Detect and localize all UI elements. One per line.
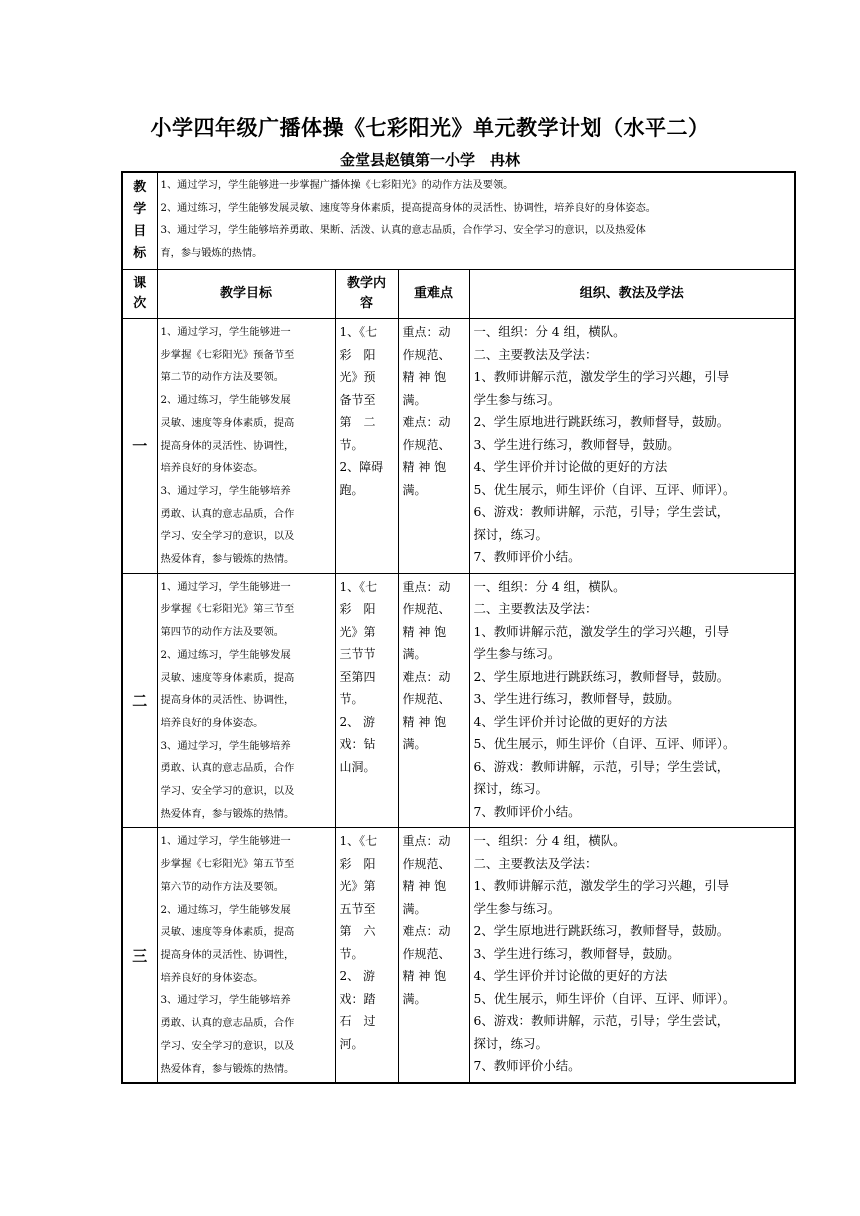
objective-line: 3、通过学习，学生能够培养	[160, 484, 291, 497]
method-line: 一、组织：分 4 组，横队。	[473, 833, 626, 849]
objective-line: 1、通过学习，学生能够进一	[160, 326, 291, 338]
content-line: 彩 阳	[339, 347, 376, 362]
content-line: 跑。	[339, 482, 364, 497]
method-line: 一、组织：分 4 组，横队。	[473, 324, 626, 339]
keypoint-line: 满。	[402, 392, 427, 407]
content-line: 节。	[339, 437, 364, 452]
method-line: 5、优生展示，师生评价（自评、互评、师评）。	[473, 736, 736, 752]
objective-line: 勇敢、认真的意志品质，合作	[160, 507, 295, 520]
content-line: 1、《七	[339, 579, 378, 594]
unit-goals-text	[157, 172, 795, 270]
goals-header-char: 教	[133, 180, 147, 195]
goals-header-char: 目	[133, 224, 147, 239]
session-content	[335, 828, 398, 1083]
content-line: 彩 阳	[339, 602, 376, 617]
method-line: 4、学生评价并讨论做的更好的方法	[473, 713, 668, 729]
method-line: 二、主要教法及学法：	[473, 601, 598, 617]
method-line: 6、游戏：教师讲解，示范，引导；学生尝试，	[473, 504, 730, 519]
keypoint-line: 作规范、	[402, 856, 451, 871]
session-keypoints	[398, 319, 469, 574]
objective-line: 1、通过学习，学生能够进一	[160, 835, 291, 848]
keypoint-line: 作规范、	[402, 437, 451, 452]
content-line: 光》第	[339, 624, 376, 639]
method-line: 2、学生原地进行跳跃练习，教师督导，鼓励。	[473, 923, 730, 939]
goal-line: 3、通过学习，学生能够培养勇敢、果断、活泼、认真的意志品质，合作学习、安全学习的意识，以及热爱体	[160, 225, 646, 236]
method-line: 3、学生进行练习，教师督导，鼓励。	[473, 436, 680, 452]
keypoint-line: 作规范、	[402, 602, 451, 617]
session-number: 三	[122, 828, 157, 1083]
objective-line: 灵敏、速度等身体素质，提高	[160, 416, 295, 429]
keypoint-line: 满。	[402, 482, 427, 497]
goal-line: 1、通过学习，学生能够进一步掌握广播体操《七彩阳光》的动作方法及要领。	[160, 180, 514, 191]
keypoint-line: 难点：动	[402, 415, 451, 429]
objective-line: 第六节的动作方法及要领。	[160, 880, 285, 893]
keypoint-line: 精 神 饱	[402, 460, 447, 474]
objective-line: 培养良好的身体姿态。	[160, 462, 264, 475]
teaching-plan-table	[121, 171, 796, 1084]
objective-line: 热爱体育，参与锻炼的热情。	[160, 553, 295, 566]
content-header-line: 教学内	[346, 276, 386, 291]
content-line: 三节节	[339, 647, 376, 662]
methods-column-header: 组织、教法及学法	[469, 270, 795, 319]
session-methods	[469, 319, 795, 574]
session-methods	[469, 573, 795, 828]
method-line: 4、学生评价并讨论做的更好的方法	[473, 459, 668, 474]
content-line: 光》预	[339, 370, 376, 384]
content-line: 节。	[339, 692, 364, 707]
objective-line: 培养良好的身体姿态。	[160, 971, 264, 984]
keypoint-line: 满。	[402, 901, 427, 916]
session-content	[335, 319, 398, 574]
method-line: 1、教师讲解示范，激发学生的学习兴趣，引导	[473, 369, 730, 384]
objectives-column-header: 教学目标	[157, 270, 335, 319]
keypoint-line: 精 神 饱	[402, 624, 447, 639]
method-line: 3、学生进行练习，教师督导，鼓励。	[473, 945, 680, 961]
session-objectives	[157, 573, 335, 828]
objective-line: 学习、安全学习的意识，以及	[160, 1039, 295, 1052]
objective-line: 提高身体的灵活性、协调性，	[160, 439, 295, 452]
goals-header-char: 标	[133, 246, 147, 261]
keypoint-line: 精 神 饱	[402, 370, 447, 384]
method-line: 6、游戏：教师讲解，示范，引导；学生尝试，	[473, 758, 730, 774]
document-subtitle: 金堂县赵镇第一小学 冉林	[339, 151, 520, 169]
method-line: 二、主要教法及学法：	[473, 346, 598, 362]
column-header-row	[122, 270, 795, 319]
content-line: 1、《七	[339, 325, 378, 339]
keypoint-line: 精 神 饱	[402, 969, 447, 984]
method-line: 二、主要教法及学法：	[473, 855, 598, 871]
session-objectives	[157, 319, 335, 574]
objective-line: 热爱体育，参与锻炼的热情。	[160, 807, 295, 820]
objective-line: 3、通过学习，学生能够培养	[160, 739, 291, 752]
content-line: 河。	[339, 1036, 364, 1051]
session-number: 一	[122, 319, 157, 574]
content-line: 戏：钻	[339, 737, 376, 752]
goal-line: 2、通过练习，学生能够发展灵敏、速度等身体素质，提高提高身体的灵活性、协调性，培养良好的身体姿态。	[160, 202, 656, 214]
method-line: 7、教师评价小结。	[473, 1058, 581, 1074]
content-line: 石 过	[339, 1014, 376, 1029]
content-line: 至第四	[339, 669, 376, 684]
content-header-line: 容	[359, 296, 373, 311]
content-line: 五节至	[339, 901, 376, 916]
method-line: 2、学生原地进行跳跃练习，教师督导，鼓励。	[473, 414, 730, 429]
keypoint-line: 作规范、	[402, 946, 451, 961]
objective-line: 步掌握《七彩阳光》预备节至	[160, 348, 295, 361]
method-line: 7、教师评价小结。	[473, 803, 581, 819]
method-line: 学生参与练习。	[473, 900, 561, 916]
keypoint-line: 精 神 饱	[402, 714, 447, 729]
method-line: 2、学生原地进行跳跃练习，教师督导，鼓励。	[473, 668, 730, 684]
goals-header-char: 学	[133, 202, 147, 217]
method-line: 探讨，练习。	[473, 526, 548, 542]
content-line: 备节至	[339, 392, 376, 407]
keypoint-line: 作规范、	[402, 692, 451, 707]
objective-line: 步掌握《七彩阳光》第三节至	[160, 603, 295, 616]
keypoint-line: 难点：动	[402, 669, 451, 684]
method-line: 探讨，练习。	[473, 1035, 548, 1051]
method-line: 学生参与练习。	[473, 391, 561, 407]
keypoint-line: 满。	[402, 737, 427, 752]
keypoint-line: 重点：动	[402, 325, 451, 339]
objective-line: 学习、安全学习的意识，以及	[160, 785, 295, 798]
objective-line: 第四节的动作方法及要领。	[160, 626, 285, 639]
keypoint-line: 重点：动	[402, 579, 451, 594]
objective-line: 3、通过学习，学生能够培养	[160, 994, 291, 1007]
session-row	[122, 573, 795, 828]
content-line: 2、 游	[339, 714, 375, 729]
session-keypoints	[398, 828, 469, 1083]
document-title: 小学四年级广播体操《七彩阳光》单元教学计划（水平二）	[150, 116, 710, 140]
objective-line: 第二节的动作方法及要领。	[160, 371, 285, 384]
method-line: 7、教师评价小结。	[473, 549, 581, 564]
content-line: 第 六	[339, 924, 376, 939]
method-line: 6、游戏：教师讲解，示范，引导；学生尝试，	[473, 1013, 730, 1029]
unit-goals-row	[122, 172, 795, 270]
method-line: 1、教师讲解示范，激发学生的学习兴趣，引导	[473, 878, 730, 894]
objective-line: 2、通过练习，学生能够发展	[160, 394, 291, 407]
objective-line: 学习、安全学习的意识，以及	[160, 530, 295, 543]
keypoint-line: 难点：动	[402, 924, 451, 939]
unit-goals-header	[122, 172, 157, 270]
objective-line: 灵敏、速度等身体素质，提高	[160, 926, 295, 939]
session-content	[335, 573, 398, 828]
keypoints-column-header: 重难点	[398, 270, 469, 319]
session-header-char: 次	[133, 296, 147, 311]
keypoint-line: 重点：动	[402, 834, 451, 849]
objective-line: 提高身体的灵活性、协调性，	[160, 694, 295, 707]
content-line: 1、《七	[339, 834, 378, 849]
content-column-header	[335, 270, 398, 319]
objective-line: 热爱体育，参与锻炼的热情。	[160, 1062, 295, 1075]
objective-line: 勇敢、认真的意志品质，合作	[160, 762, 295, 775]
session-methods	[469, 828, 795, 1083]
objective-line: 灵敏、速度等身体素质，提高	[160, 671, 295, 684]
goal-line: 育，参与锻炼的热情。	[160, 247, 263, 259]
content-line: 光》第	[339, 879, 376, 894]
content-line: 彩 阳	[339, 856, 376, 871]
objective-line: 提高身体的灵活性、协调性，	[160, 948, 295, 961]
content-line: 山洞。	[339, 759, 376, 774]
keypoint-line: 满。	[402, 647, 427, 662]
session-number: 二	[122, 573, 157, 828]
method-line: 3、学生进行练习，教师督导，鼓励。	[473, 691, 680, 707]
objective-line: 2、通过练习，学生能够发展	[160, 648, 291, 661]
method-line: 5、优生展示，师生评价（自评、互评、师评）。	[473, 990, 736, 1006]
session-keypoints	[398, 573, 469, 828]
keypoint-line: 满。	[402, 991, 427, 1006]
keypoint-line: 精 神 饱	[402, 879, 447, 894]
objective-line: 勇敢、认真的意志品质，合作	[160, 1017, 295, 1030]
method-line: 4、学生评价并讨论做的更好的方法	[473, 968, 668, 984]
content-line: 戏：踏	[339, 991, 376, 1006]
objective-line: 步掌握《七彩阳光》第五节至	[160, 858, 295, 871]
objective-line: 2、通过练习，学生能够发展	[160, 903, 291, 916]
method-line: 探讨，练习。	[473, 781, 548, 797]
keypoint-line: 作规范、	[402, 347, 451, 362]
objective-line: 1、通过学习，学生能够进一	[160, 580, 291, 593]
session-header-char: 课	[133, 276, 147, 291]
content-line: 2、障碍	[339, 460, 384, 474]
objective-line: 培养良好的身体姿态。	[160, 716, 264, 729]
session-column-header	[122, 270, 157, 319]
content-line: 第 二	[339, 415, 376, 429]
content-line: 2、 游	[339, 969, 375, 984]
session-row	[122, 319, 795, 574]
method-line: 一、组织：分 4 组，横队。	[473, 578, 626, 594]
content-line: 节。	[339, 946, 364, 961]
method-line: 学生参与练习。	[473, 646, 561, 662]
method-line: 1、教师讲解示范，激发学生的学习兴趣，引导	[473, 623, 730, 639]
method-line: 5、优生展示，师生评价（自评、互评、师评）。	[473, 481, 736, 497]
session-objectives	[157, 828, 335, 1083]
session-row	[122, 828, 795, 1083]
